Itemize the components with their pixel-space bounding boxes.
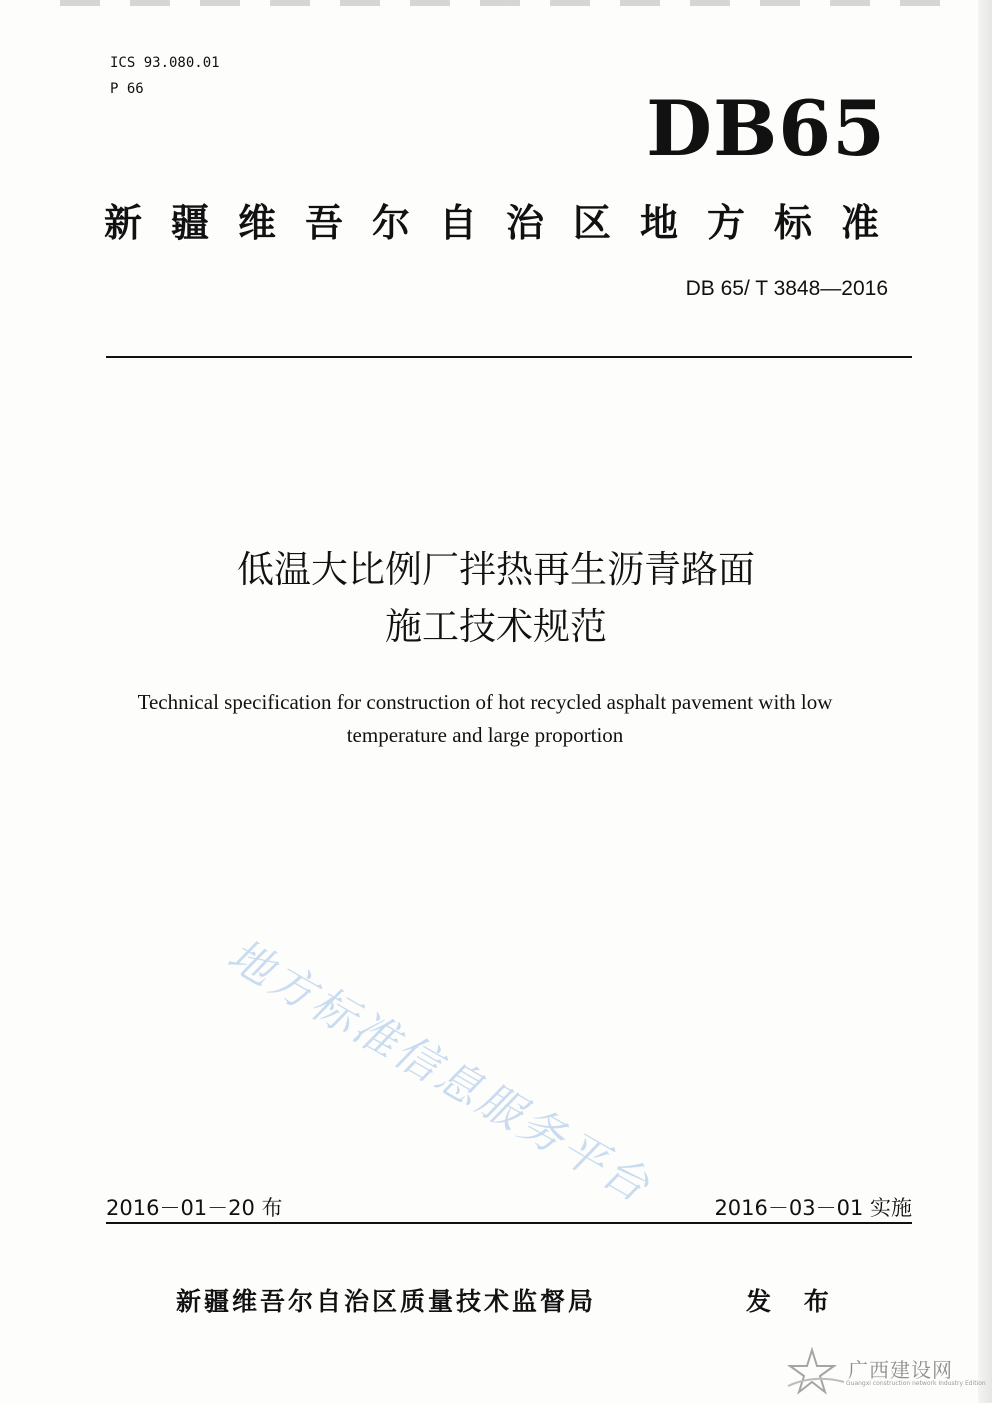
title-en-line1: Technical specification for construction of hot recycled asphalt pavement with low [137,690,833,714]
ics-code: ICS 93.080.01 [110,55,220,71]
standard-code: DB 65/ T 3848—2016 [685,277,888,300]
scan-edge-marks [60,0,940,6]
release-date: 2016－01－20 布 [106,1196,283,1220]
watermark: 地方标准信息服务平台 [219,929,661,1214]
header-divider [106,356,912,358]
standard-title: 新疆维吾尔自治区地方标准 [104,201,909,245]
implement-date: 2016－03－01 实施 [714,1196,912,1220]
title-cn-line1: 低温大比例厂拌热再生沥青路面 [237,548,755,591]
title-cn-line2: 施工技术规范 [385,605,607,648]
brand-code: DB65 [646,84,886,173]
ccs-code: P 66 [110,81,144,97]
footer-divider [106,1222,912,1224]
title-en [80,686,890,752]
issuer: 新疆维吾尔自治区质量技术监督局 [176,1287,597,1316]
site-logo-subtitle: Guangxi construction network Industry Edition [846,1380,986,1387]
publish-label: 发 布 [746,1287,841,1316]
scan-right-edge [978,0,992,1403]
site-logo-name: 广西建设网 [848,1358,953,1382]
title-en-line2: temperature and large proportion [346,723,624,747]
